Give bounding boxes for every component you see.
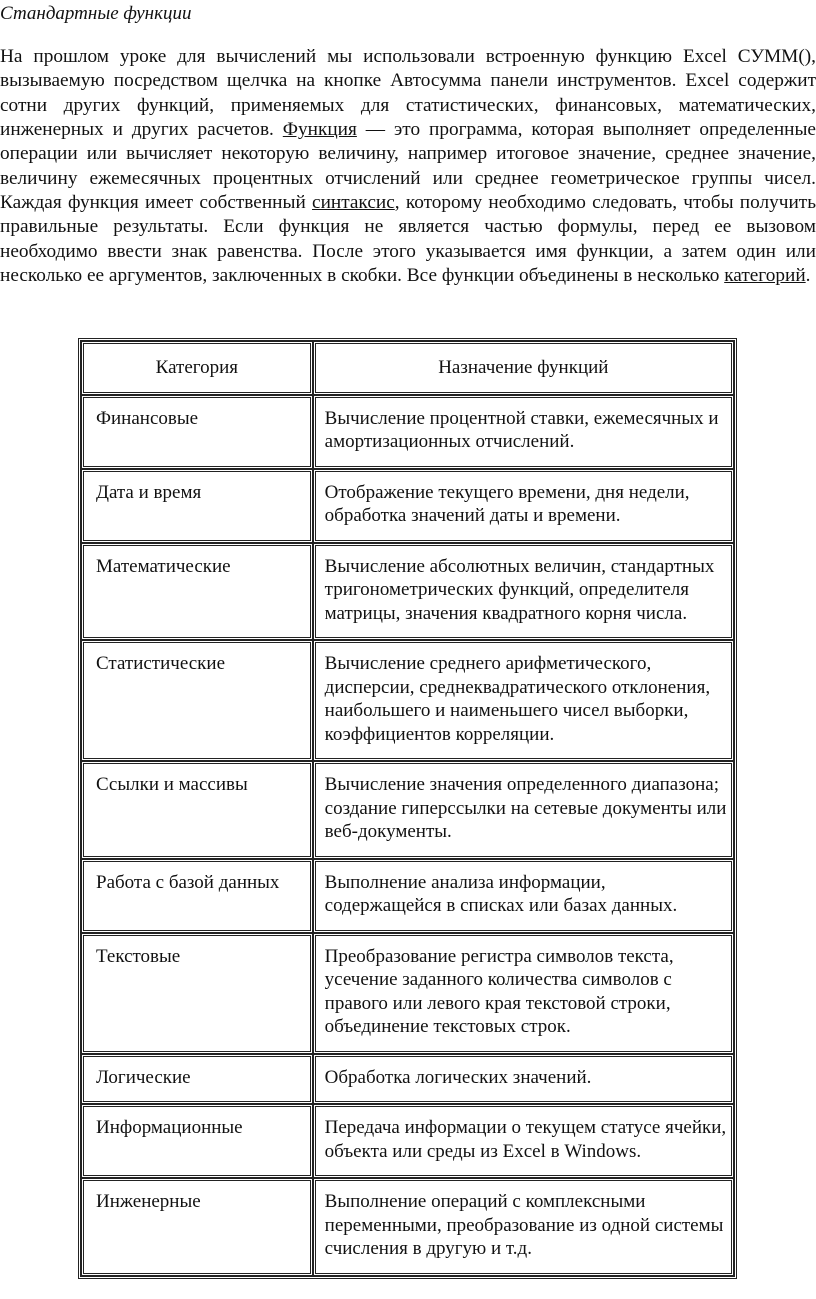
intro-text-2: — это программа, которая выполняет определенные операции или вычисляет некоторую величину, например итоговое значение, среднее значение, величину ежемесячных процентных отчислений или среднее геометрическое группы чисел. Каждая функция имеет собственный [0,119,816,214]
category-cell [81,1054,313,1105]
purpose-text: Выполнение анализа информации, содержащейся в списках или базах данных. [324,871,678,916]
table-row [81,1178,734,1276]
purpose-cell [313,933,734,1054]
purpose-text: Вычисление процентной ставки, ежемесячных и амортизационных отчислений. [324,407,719,452]
category-cell [81,395,313,469]
table-row [81,469,734,543]
purpose-cell [313,395,734,469]
purpose-cell [313,469,734,543]
header-purpose-label: Назначение функций [438,357,609,378]
purpose-text: Вычисление абсолютных величин, стандартных тригонометрических функций, определителя матрицы, значения квадратного корня числа. [324,555,715,624]
category-text: Финансовые [96,407,199,429]
intro-text-3: , которому необходимо следовать, чтобы получить правильные результаты. Если функция не является частью формулы, перед ее вызовом необходимо ввести знак равенства. После этого указывается имя функции, а затем один или несколько ее аргументов, заключенных в скобки. Все функции объединены в несколько [0,192,816,287]
category-text: Информационные [96,1117,243,1138]
function-term-link[interactable]: Функция [282,119,357,141]
table-row [81,640,734,761]
category-text: Текстовые [96,945,181,967]
intro-paragraph [0,45,816,288]
syntax-term-link[interactable]: синтаксис [312,192,395,214]
category-cell [81,640,313,761]
header-category [81,341,313,395]
intro-text-1: На прошлом уроке для вычислений мы использовали встроенную функцию Excel СУММ(), вызываемую посредством щелчка на кнопке Автосумма панели инструментов. Excel содержит сотни других функций, применяемых для статистических, финансовых, математических, инженерных и других расчетов. [0,46,816,141]
table-row [81,933,734,1054]
category-cell [81,761,313,859]
purpose-text: Вычисление среднего арифметического, дисперсии, среднеквадратического отклонения, наибольшего и наименьшего чисел выборки, коэффициентов корреляции. [324,653,711,745]
table-row [81,761,734,859]
function-categories-table [78,338,737,1279]
table-row [81,1054,734,1105]
purpose-text: Вычисление значения определенного диапазона; создание гиперссылки на сетевые документы или веб-документы. [324,774,727,842]
purpose-cell [313,859,734,933]
purpose-text: Передача информации о текущем статусе ячейки, объекта или среды из Excel в Windows. [324,1117,727,1162]
category-cell [81,543,313,641]
purpose-cell [313,1178,734,1276]
category-text: Статистические [96,653,226,674]
category-cell [81,859,313,933]
header-purpose [313,341,734,395]
category-text: Логические [96,1066,191,1088]
purpose-text: Обработка логических значений. [324,1066,592,1088]
purpose-cell [313,640,734,761]
purpose-cell [313,1104,734,1178]
table-row [81,859,734,933]
purpose-text: Преобразование регистра символов текста, усечение заданного количества символов с правого или левого края текстовой строки, объединение текстовых строк. [324,945,674,1037]
category-text: Дата и время [96,481,202,503]
category-text: Математические [96,555,231,577]
category-cell [81,1104,313,1178]
category-cell [81,1178,313,1276]
purpose-cell [313,761,734,859]
header-category-label: Категория [155,357,238,378]
table-row [81,1104,734,1178]
category-cell [81,933,313,1054]
category-text: Работа с базой данных [96,871,280,893]
category-text: Инженерные [96,1191,201,1212]
purpose-text: Выполнение операций с комплексными переменными, преобразование из одной системы счисления в другую и т.д. [324,1191,724,1259]
table-header-row [81,341,734,395]
categories-term-link[interactable]: категорий [724,265,806,287]
table-row [81,543,734,641]
category-text: Ссылки и массивы [96,774,248,795]
purpose-cell [313,1054,734,1105]
purpose-cell [313,543,734,641]
table-row [81,395,734,469]
page-title: Стандартные функции [0,3,192,24]
purpose-text: Отображение текущего времени, дня недели, обработка значений даты и времени. [324,481,690,526]
intro-text-4: . [805,265,811,287]
category-cell [81,469,313,543]
